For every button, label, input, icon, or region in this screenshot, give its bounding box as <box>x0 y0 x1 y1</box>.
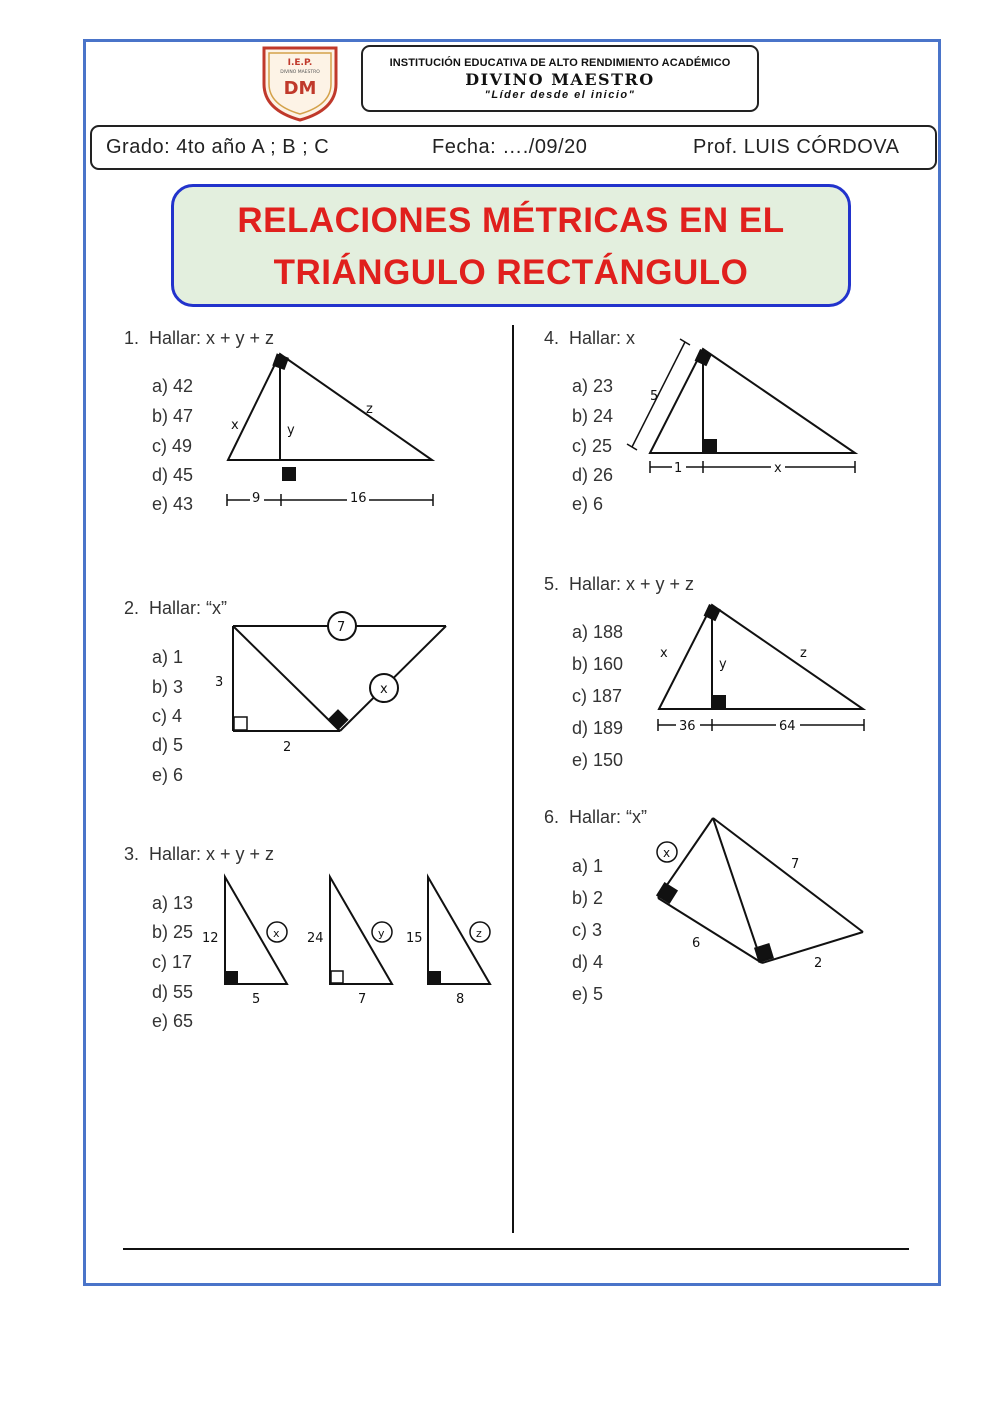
fig1-label-y: y <box>287 423 295 438</box>
problem-2-option-e[interactable]: e) 6 <box>152 765 184 785</box>
problem-4-option-b[interactable]: b) 24 <box>572 406 614 426</box>
problem-3-option-b[interactable]: b) 25 <box>152 922 194 942</box>
title-line-2: TRIÁNGULO RECTÁNGULO <box>273 253 749 292</box>
fig3-label-24: 24 <box>307 931 324 946</box>
problem-4-prompt: 4. Hallar: x <box>544 328 636 348</box>
right-angle-mark <box>282 467 296 481</box>
fig4-label-1: 1 <box>674 461 683 476</box>
problem-3-option-e[interactable]: e) 65 <box>152 1011 194 1031</box>
problem-2-option-a[interactable]: a) 1 <box>152 647 184 667</box>
right-angle-mark <box>429 971 441 983</box>
problem-4-option-a[interactable]: a) 23 <box>572 376 614 396</box>
problem-1-prompt: 1. Hallar: x + y + z <box>124 328 275 348</box>
fig6-label-x: x <box>663 846 671 860</box>
problem-6-option-e[interactable]: e) 5 <box>572 984 604 1004</box>
problem-5-option-d[interactable]: d) 189 <box>572 718 624 738</box>
problem-6-option-a[interactable]: a) 1 <box>572 856 604 876</box>
right-angle-mark <box>704 439 717 452</box>
svg-text:I.E.P.: I.E.P. <box>287 58 313 68</box>
fig6-label-7: 7 <box>791 857 800 872</box>
problem-5-option-c[interactable]: c) 187 <box>572 686 623 706</box>
problem-2-option-b[interactable]: b) 3 <box>152 677 184 697</box>
fig3-label-x: x <box>273 927 280 940</box>
problem-1-option-b[interactable]: b) 47 <box>152 406 194 426</box>
figure-1 <box>227 354 433 506</box>
right-angle-mark <box>331 971 343 983</box>
figure-4 <box>627 339 855 473</box>
problem-1-option-a[interactable]: a) 42 <box>152 376 194 396</box>
fig4-label-x: x <box>774 461 782 476</box>
fig3-label-y: y <box>378 927 385 940</box>
problem-1-option-d[interactable]: d) 45 <box>152 465 194 485</box>
problem-6-prompt: 6. Hallar: “x” <box>544 807 648 827</box>
figure-5 <box>658 605 864 731</box>
problem-5-option-a[interactable]: a) 188 <box>572 622 624 642</box>
problem-4-option-e[interactable]: e) 6 <box>572 494 604 514</box>
fig2-label-7: 7 <box>337 620 346 635</box>
problem-5-prompt: 5. Hallar: x + y + z <box>544 574 695 594</box>
problem-1-option-c[interactable]: c) 49 <box>152 436 193 456</box>
right-angle-mark <box>234 717 247 730</box>
right-angle-mark <box>226 971 238 983</box>
fig1-label-z: z <box>366 402 373 417</box>
fig1-label-16: 16 <box>350 491 367 506</box>
fig3-label-5: 5 <box>252 992 261 1007</box>
svg-text:DM: DM <box>283 78 317 99</box>
right-angle-mark <box>755 944 772 961</box>
fig2-label-2: 2 <box>283 740 292 755</box>
fig1-label-x: x <box>231 418 239 433</box>
problem-2-option-c[interactable]: c) 4 <box>152 706 183 726</box>
fig5-label-z: z <box>800 646 807 661</box>
fig2-label-3: 3 <box>215 675 224 690</box>
right-angle-mark <box>274 355 288 369</box>
problem-2-prompt: 2. Hallar: “x” <box>124 598 228 618</box>
problem-5-option-e[interactable]: e) 150 <box>572 750 624 770</box>
fig5-label-64: 64 <box>779 719 796 734</box>
title-line-1: RELACIONES MÉTRICAS EN EL <box>237 201 785 240</box>
grado-text: Grado: 4to año A ; B ; C <box>106 136 330 158</box>
fig3-label-15: 15 <box>406 931 423 946</box>
problem-5-option-b[interactable]: b) 160 <box>572 654 624 674</box>
fig5-label-36: 36 <box>679 719 696 734</box>
fig5-label-y: y <box>719 657 727 672</box>
institution-name: DIVINO MAESTRO <box>465 70 655 89</box>
fig3-label-8: 8 <box>456 992 465 1007</box>
figure-6 <box>657 818 863 963</box>
problem-3-option-d[interactable]: d) 55 <box>152 982 194 1002</box>
fig2-label-x: x <box>380 682 388 697</box>
right-angle-mark <box>713 695 726 708</box>
problem-6-option-d[interactable]: d) 4 <box>572 952 604 972</box>
problem-3-prompt: 3. Hallar: x + y + z <box>124 844 275 864</box>
fig3-label-z: z <box>476 927 482 940</box>
problem-4-option-c[interactable]: c) 25 <box>572 436 613 456</box>
fig6-label-6: 6 <box>692 936 701 951</box>
fecha-text: Fecha: …./09/20 <box>432 136 588 158</box>
fig6-label-2: 2 <box>814 956 823 971</box>
problem-6-option-c[interactable]: c) 3 <box>572 920 603 940</box>
fig1-label-9: 9 <box>252 491 261 506</box>
problem-3-option-a[interactable]: a) 13 <box>152 893 194 913</box>
institution-type: INSTITUCIÓN EDUCATIVA DE ALTO RENDIMIENTO ACADÉMICO <box>389 57 731 69</box>
problem-2-option-d[interactable]: d) 5 <box>152 735 184 755</box>
svg-text:DIVINO MAESTRO: DIVINO MAESTRO <box>280 70 320 75</box>
problem-3-option-c[interactable]: c) 17 <box>152 952 193 972</box>
problem-6-option-b[interactable]: b) 2 <box>572 888 604 908</box>
profesor-text: Prof. LUIS CÓRDOVA <box>693 136 900 158</box>
fig5-label-x: x <box>660 646 668 661</box>
figure-3 <box>225 877 490 984</box>
problem-1-option-e[interactable]: e) 43 <box>152 494 194 514</box>
fig3-label-12: 12 <box>202 931 219 946</box>
fig3-label-7: 7 <box>358 992 367 1007</box>
institution-motto: "Líder desde el inicio" <box>484 89 636 101</box>
fig4-label-5: 5 <box>650 389 659 404</box>
problem-4-option-d[interactable]: d) 26 <box>572 465 614 485</box>
